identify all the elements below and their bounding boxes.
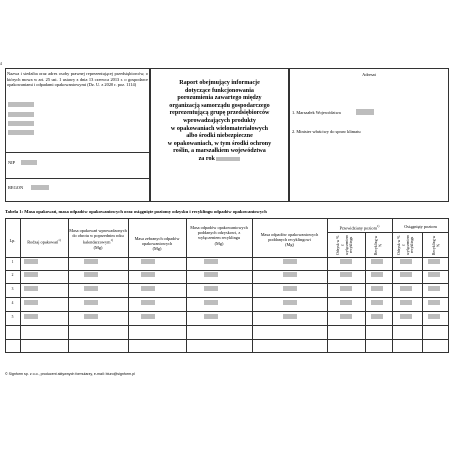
redacted-cell [24,314,38,319]
redacted-cell [204,314,218,319]
entity-address-redacted [8,112,34,117]
redacted-cell [24,272,38,277]
redacted-cell [84,286,98,291]
addressee-box [289,68,449,202]
row-number: 4 [11,301,14,305]
redacted-cell [428,259,440,264]
table-caption: Tabela 1: Masa opakowań, masa odpadów opakowaniowych oraz osiągnięte poziomy odzysku i recyklingu odpadów opakowaniowych [5,209,267,214]
redacted-cell [371,259,383,264]
nip-label: NIP [8,160,16,165]
addressee-item-1: 1. Marszałek Województwa [292,110,341,115]
redacted-cell [204,286,218,291]
header-achieved-recycling-pct: Recykling w % [432,235,441,255]
entity-address-line3-redacted [8,130,34,135]
redacted-cell [141,272,155,277]
redacted-cell [84,272,98,277]
redacted-cell [340,300,352,305]
redacted-cell [371,314,383,319]
regon-value-redacted [31,185,49,190]
entity-box [5,68,150,202]
regon-label: REGON [8,185,24,190]
redacted-cell [141,259,155,264]
redacted-cell [400,286,412,291]
header-mass-recycling: Masa odpadów opakowaniowych poddanych recyklingowi (Mg) [260,232,319,248]
redacted-cell [24,259,38,264]
entity-name-redacted [8,102,34,107]
redacted-cell [428,300,440,305]
redacted-cell [283,286,297,291]
redacted-cell [283,259,297,264]
header-achieved-recovery-pct: Odzysk w % z wyłączeniem recyklingu [397,234,415,256]
header-mass-introduced: Masa opakowań wprowadzonych do obrotu w poprzednim roku kalendarzowym$^{1)}$ (Mg) [69,228,127,251]
redacted-cell [141,314,155,319]
redacted-cell [283,300,297,305]
redacted-cell [371,300,383,305]
redacted-cell [84,259,98,264]
footer-credit: © Signform sp. z o.o., producent aktywnych formularzy, e-mail: biuro@signform.pl [5,372,135,376]
redacted-cell [340,314,352,319]
redacted-cell [24,286,38,291]
voivodeship-redacted [356,109,374,115]
redacted-cell [400,259,412,264]
header-required-levels: Przewidziany poziom$^{1)}$ [339,224,380,231]
entity-address-line2-redacted [8,121,34,126]
row-number: 5 [11,315,14,319]
redacted-cell [428,314,440,319]
redacted-cell [204,259,218,264]
page-marker: 4 [0,62,2,66]
nip-value-redacted [21,160,37,165]
redacted-cell [400,314,412,319]
header-required-recycling-pct: Recykling w % [374,235,383,255]
header-achieved-levels: Osiągnięty poziom [404,224,437,229]
header-mass-collected: Masa zebranych odpadów opakowaniowych (Mg) [134,236,180,252]
redacted-cell [141,300,155,305]
redacted-cell [400,300,412,305]
redacted-cell [371,272,383,277]
header-lp: Lp. [9,238,16,243]
redacted-cell [24,300,38,305]
redacted-cell [428,286,440,291]
row-number: 3 [11,287,14,291]
redacted-cell [84,314,98,319]
report-year-redacted [216,157,240,161]
redacted-cell [141,286,155,291]
row-number: 1 [11,260,14,264]
addressee-header: Adresat [362,72,376,77]
report-title: Raport obejmujący informacje dotyczące funkcjonowania porozumienia zawartego między organizacją samorządu gospodarczego reprezentującą grupę przedsiębiorców wprowadzających produkty w opakowaniach wielomateriałowych albo środki niebezpieczne w opakowaniach, w tym środki ochrony roślin, a marszałkiem województwa za rok [167,80,272,162]
redacted-cell [340,259,352,264]
entity-description: Nazwa i siedziba oraz adres osoby prawnej reprezentującej przedsiębiorców, o których mowa w art. 25 ust. 1 ustawy z dnia 13 czerwca 2013 r. o gospodarce opakowaniami i odpadami opakowaniowymi (Dz. U. z 2020 r. poz. 1114) [7,71,148,88]
header-required-recovery-pct: Odzysk w % z wyłączeniem recyklingu [336,234,354,256]
redacted-cell [340,286,352,291]
redacted-cell [340,272,352,277]
redacted-cell [283,314,297,319]
header-type: Rodzaj opakowań$^{1)}$ [27,238,61,245]
header-mass-recovery: Masa odpadów opakowaniowych poddanych odzyskowi, z wyłączeniem recyklingu (Mg) [190,225,248,246]
redacted-cell [204,300,218,305]
redacted-cell [283,272,297,277]
redacted-cell [84,300,98,305]
row-number: 2 [11,273,14,277]
redacted-cell [204,272,218,277]
redacted-cell [428,272,440,277]
redacted-cell [371,286,383,291]
redacted-cell [400,272,412,277]
addressee-item-2: 2. Minister właściwy do spraw klimatu [292,129,361,134]
